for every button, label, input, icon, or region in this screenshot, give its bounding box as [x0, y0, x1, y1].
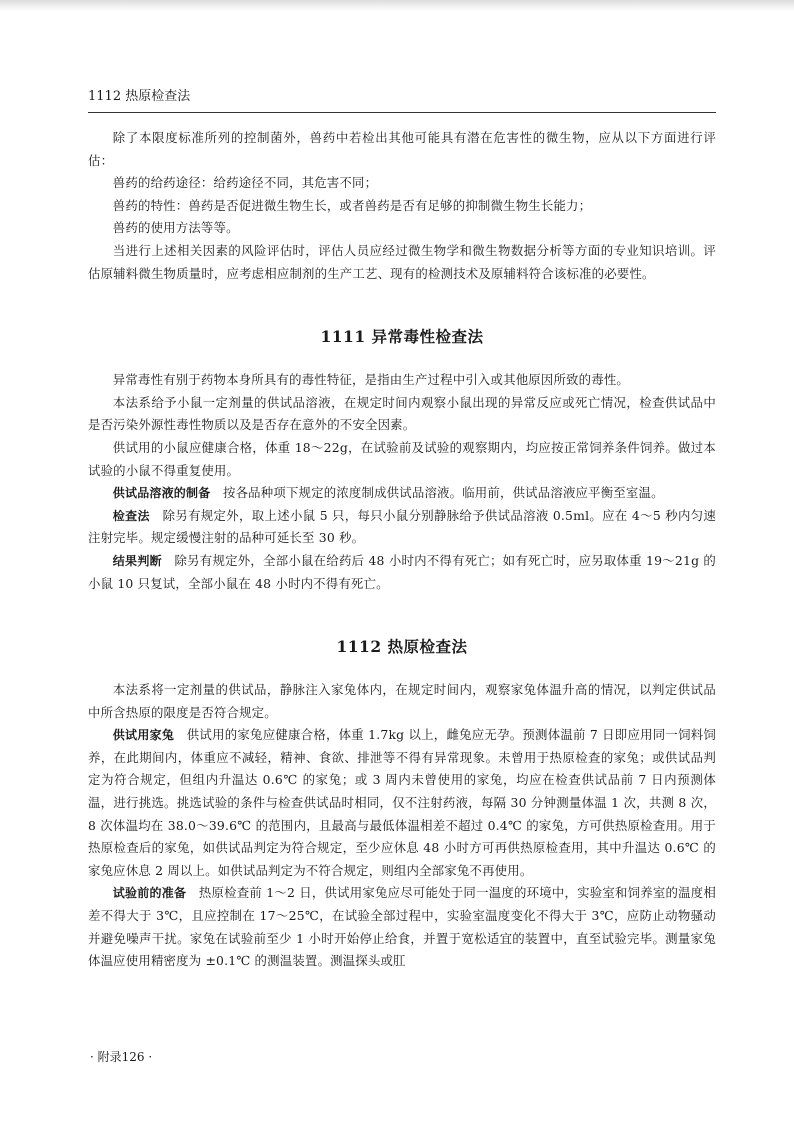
scan-edge [0, 0, 794, 12]
paragraph: 供试用的小鼠应健康合格，体重 18～22g，在试验前及试验的观察期内，均应按正常饲养条件饲养。做过本试验的小鼠不得重复使用。 [88, 439, 716, 478]
paragraph-text: 供试用的家兔应健康合格，体重 1.7kg 以上，雌兔应无孕。预测体温前 7 日即应用同一饲料饲养，在此期间内，体重应不减轻，精神、食欲、排泄等不得有异常现象。未曾用于热原检查的家兔；或供试品判定为符合规定，但组内升温达 0.6℃ 的家兔；或 3 周内未曾使用的家兔，均应在检查供试品前 7 日内预测体温，进行挑选。挑选试验的条件与检查供试品时相同，仅不注射药液，每隔 30 分钟测量体温 1 次，共测 8 次，8 次体温均在 38.0～39.6℃ 的范围内，且最高与最低体温相差不超过 0.4℃ 的家兔，方可供热原检查用。用于热原检查后的家兔，如供试品判定为符合规定，至少应休息 48 小时方可再供热原检查用，其中升温达 0.6℃ 的家兔应休息 2 周以上。如供试品判定为不符合规定，则组内全部家兔不再使用。 [88, 727, 716, 878]
paragraph-lead: 结果判断 [112, 553, 162, 568]
paragraph [88, 550, 716, 595]
paragraph-text: 热原检查前 1～2 日，供试用家兔应尽可能处于同一温度的环境中，实验室和饲养室的温度相差不得大于 3℃，且应控制在 17～25℃，在试验全部过程中，实验室温度变化不得大于 3℃，应防止动物骚动并避免噪声干扰。家兔在试验前至少 1 小时开始停止给食，并置于宽松适宜的装置中，直至试验完毕。测量家兔体温应使用精密度为 ±0.1℃ 的测温装置。测温探头或肛 [88, 885, 717, 969]
paragraph-lead: 试验前的准备 [112, 886, 187, 901]
paragraph: 兽药的特性：兽药是否促进微生物生长，或者兽药是否有足够的抑制微生物生长能力； [112, 197, 592, 213]
document-page [88, 88, 716, 973]
section-title-1112: 1112 热原检查法 [336, 637, 468, 657]
paragraph [88, 882, 716, 972]
page-number: · 附录126 · [90, 1050, 153, 1064]
paragraph-text: 除另有规定外，全部小鼠在给药后 48 小时内不得有死亡；如有死亡时，应另取体重 19～21g 的小鼠 10 只复试，全部小鼠在 48 小时内不得有死亡。 [88, 552, 716, 591]
paragraph-lead: 检查法 [112, 508, 150, 523]
paragraph: 本法系将一定剂量的供试品，静脉注入家兔体内，在规定时间内，观察家兔体温升高的情况，以判定供试品中所含热原的限度是否符合规定。 [88, 682, 716, 720]
section-title-1111: 1111 异常毒性检查法 [320, 327, 484, 347]
paragraph [88, 724, 716, 882]
paragraph: 本法系给予小鼠一定剂量的供试品溶液，在规定时间内观察小鼠出现的异常反应或死亡情况，检查供试品中是否污染外源性毒性物质以及是否存在意外的不安全因素。 [88, 394, 716, 433]
page-content [88, 127, 716, 973]
paragraph [88, 482, 716, 505]
running-header: 1112 热原检查法 [88, 88, 716, 113]
paragraph [88, 505, 716, 550]
paragraph-text: 按各品种项下规定的浓度制成供试品溶液。临用前，供试品溶液应平衡至室温。 [223, 485, 664, 501]
paragraph: 兽药的使用方法等等。 [112, 220, 239, 236]
paragraph: 除了本限度标准所列的控制菌外，兽药中若检出其他可能具有潜在危害性的微生物，应从以下方面进行评估： [88, 130, 716, 168]
paragraph-lead: 供试用家兔 [112, 728, 175, 743]
paragraph: 当进行上述相关因素的风险评估时，评估人员应经过微生物学和微生物数据分析等方面的专业知识培训。评估原辅料微生物质量时，应考虑相应制剂的生产工艺、现有的检测技术及原辅料符合该标准的必要性。 [88, 242, 716, 281]
paragraph-text: 除另有规定外，取上述小鼠 5 只，每只小鼠分别静脉给予供试品溶液 0.5ml。应在 4～5 秒内匀速注射完毕。规定缓慢注射的品种可延长至 30 秒。 [88, 507, 717, 546]
paragraph: 兽药的给药途径：给药途径不同，其危害不同； [112, 175, 378, 191]
paragraph: 异常毒性有别于药物本身所具有的毒性特征，是指由生产过程中引入或其他原因所致的毒性。 [112, 372, 630, 388]
paragraph-lead: 供试品溶液的制备 [112, 486, 211, 501]
